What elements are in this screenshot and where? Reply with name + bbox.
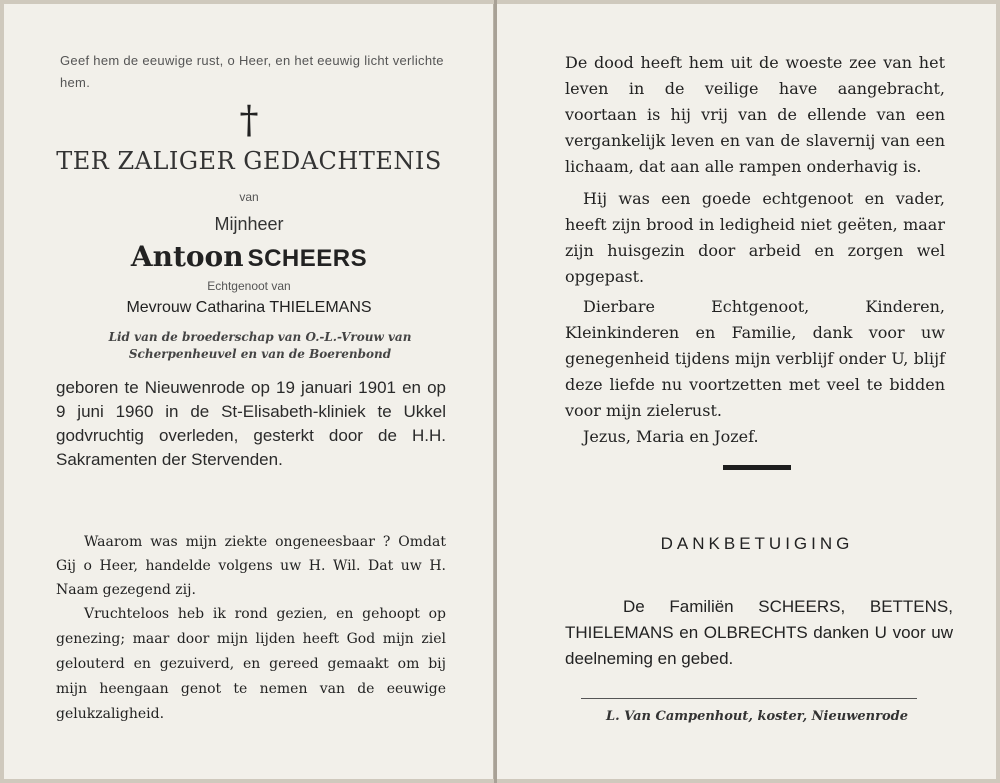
left-page bbox=[4, 4, 494, 779]
van-label: van bbox=[239, 190, 259, 204]
deceased-name bbox=[4, 240, 494, 279]
memorial-heading: TER ZALIGER GEDACHTENIS bbox=[56, 147, 442, 175]
spouse-name: Mevrouw Catharina THIELEMANS bbox=[126, 299, 372, 316]
spouse-label: Echtgenoot van bbox=[207, 279, 291, 293]
biography-text: geboren te Nieuwenrode op 19 januari 1901 en op 9 juni 1960 in de St-Elisabeth-kliniek te Ukkel godvruchtig overleden, gesterkt door de H.H. Sakramenten der Stervenden. bbox=[56, 378, 446, 469]
thanks-heading: DANKBETUIGING bbox=[660, 534, 854, 553]
reflection-paragraph-1: Waarom was mijn ziekte ongeneesbaar ? Omdat Gij o Heer, handelde volgens uw H. Wil. Dat uw H. Naam gezegend zij. bbox=[56, 534, 446, 598]
name-first: Antoon bbox=[130, 240, 244, 273]
closing-invocation: Jezus, Maria en Jozef. bbox=[583, 427, 759, 446]
thanks-text: De Familiën SCHEERS, BETTENS, THIELEMANS en OLBRECHTS danken U voor uw deelneming en gebed. bbox=[565, 597, 953, 668]
separator-bar bbox=[723, 465, 791, 470]
divider-line bbox=[581, 698, 917, 699]
prayer-text: Geef hem de eeuwige rust, o Heer, en het eeuwig licht verlichte hem. bbox=[60, 53, 444, 90]
right-page bbox=[497, 4, 996, 779]
honorific-title: Mijnheer bbox=[214, 214, 284, 234]
consolation-paragraph-2: Hij was een goede echtgenoot en vader, heeft zijn brood in ledigheid niet geëten, maar zijn huisgezin door arbeid en zorgen wel opgepast. bbox=[565, 189, 945, 286]
membership-text: Lid van de broederschap van O.-L.-Vrouw van Scherpenheuvel en van de Boerenbond bbox=[108, 330, 412, 361]
name-last: SCHEERS bbox=[247, 245, 368, 272]
reflection-paragraph-2: Vruchteloos heb ik rond gezien, en gehoopt op genezing; maar door mijn lijden heeft God mijn ziel gelouterd en gezuiverd, en gereed gemaakt om bij mijn heengaan genot te nemen van de eeuwige gelukzaligheid. bbox=[56, 606, 446, 722]
cross-symbol: † bbox=[239, 98, 259, 142]
printer-credit: L. Van Campenhout, koster, Nieuwenrode bbox=[605, 709, 909, 724]
consolation-paragraph-1: De dood heeft hem uit de woeste zee van het leven in de veilige have aangebracht, voortaan is hij vrij van de ellende van een vergankelijk leven en van de slavernij van een lichaam, dat aan alle rampen onderhavig is. bbox=[565, 53, 945, 176]
consolation-paragraph-3: Dierbare Echtgenoot, Kinderen, Kleinkinderen en Familie, dank voor uw genegenheid tijdens mijn verblijf onder U, blijf deze liefde nu voortzetten met veel te bidden voor mijn zielerust. bbox=[565, 297, 945, 420]
